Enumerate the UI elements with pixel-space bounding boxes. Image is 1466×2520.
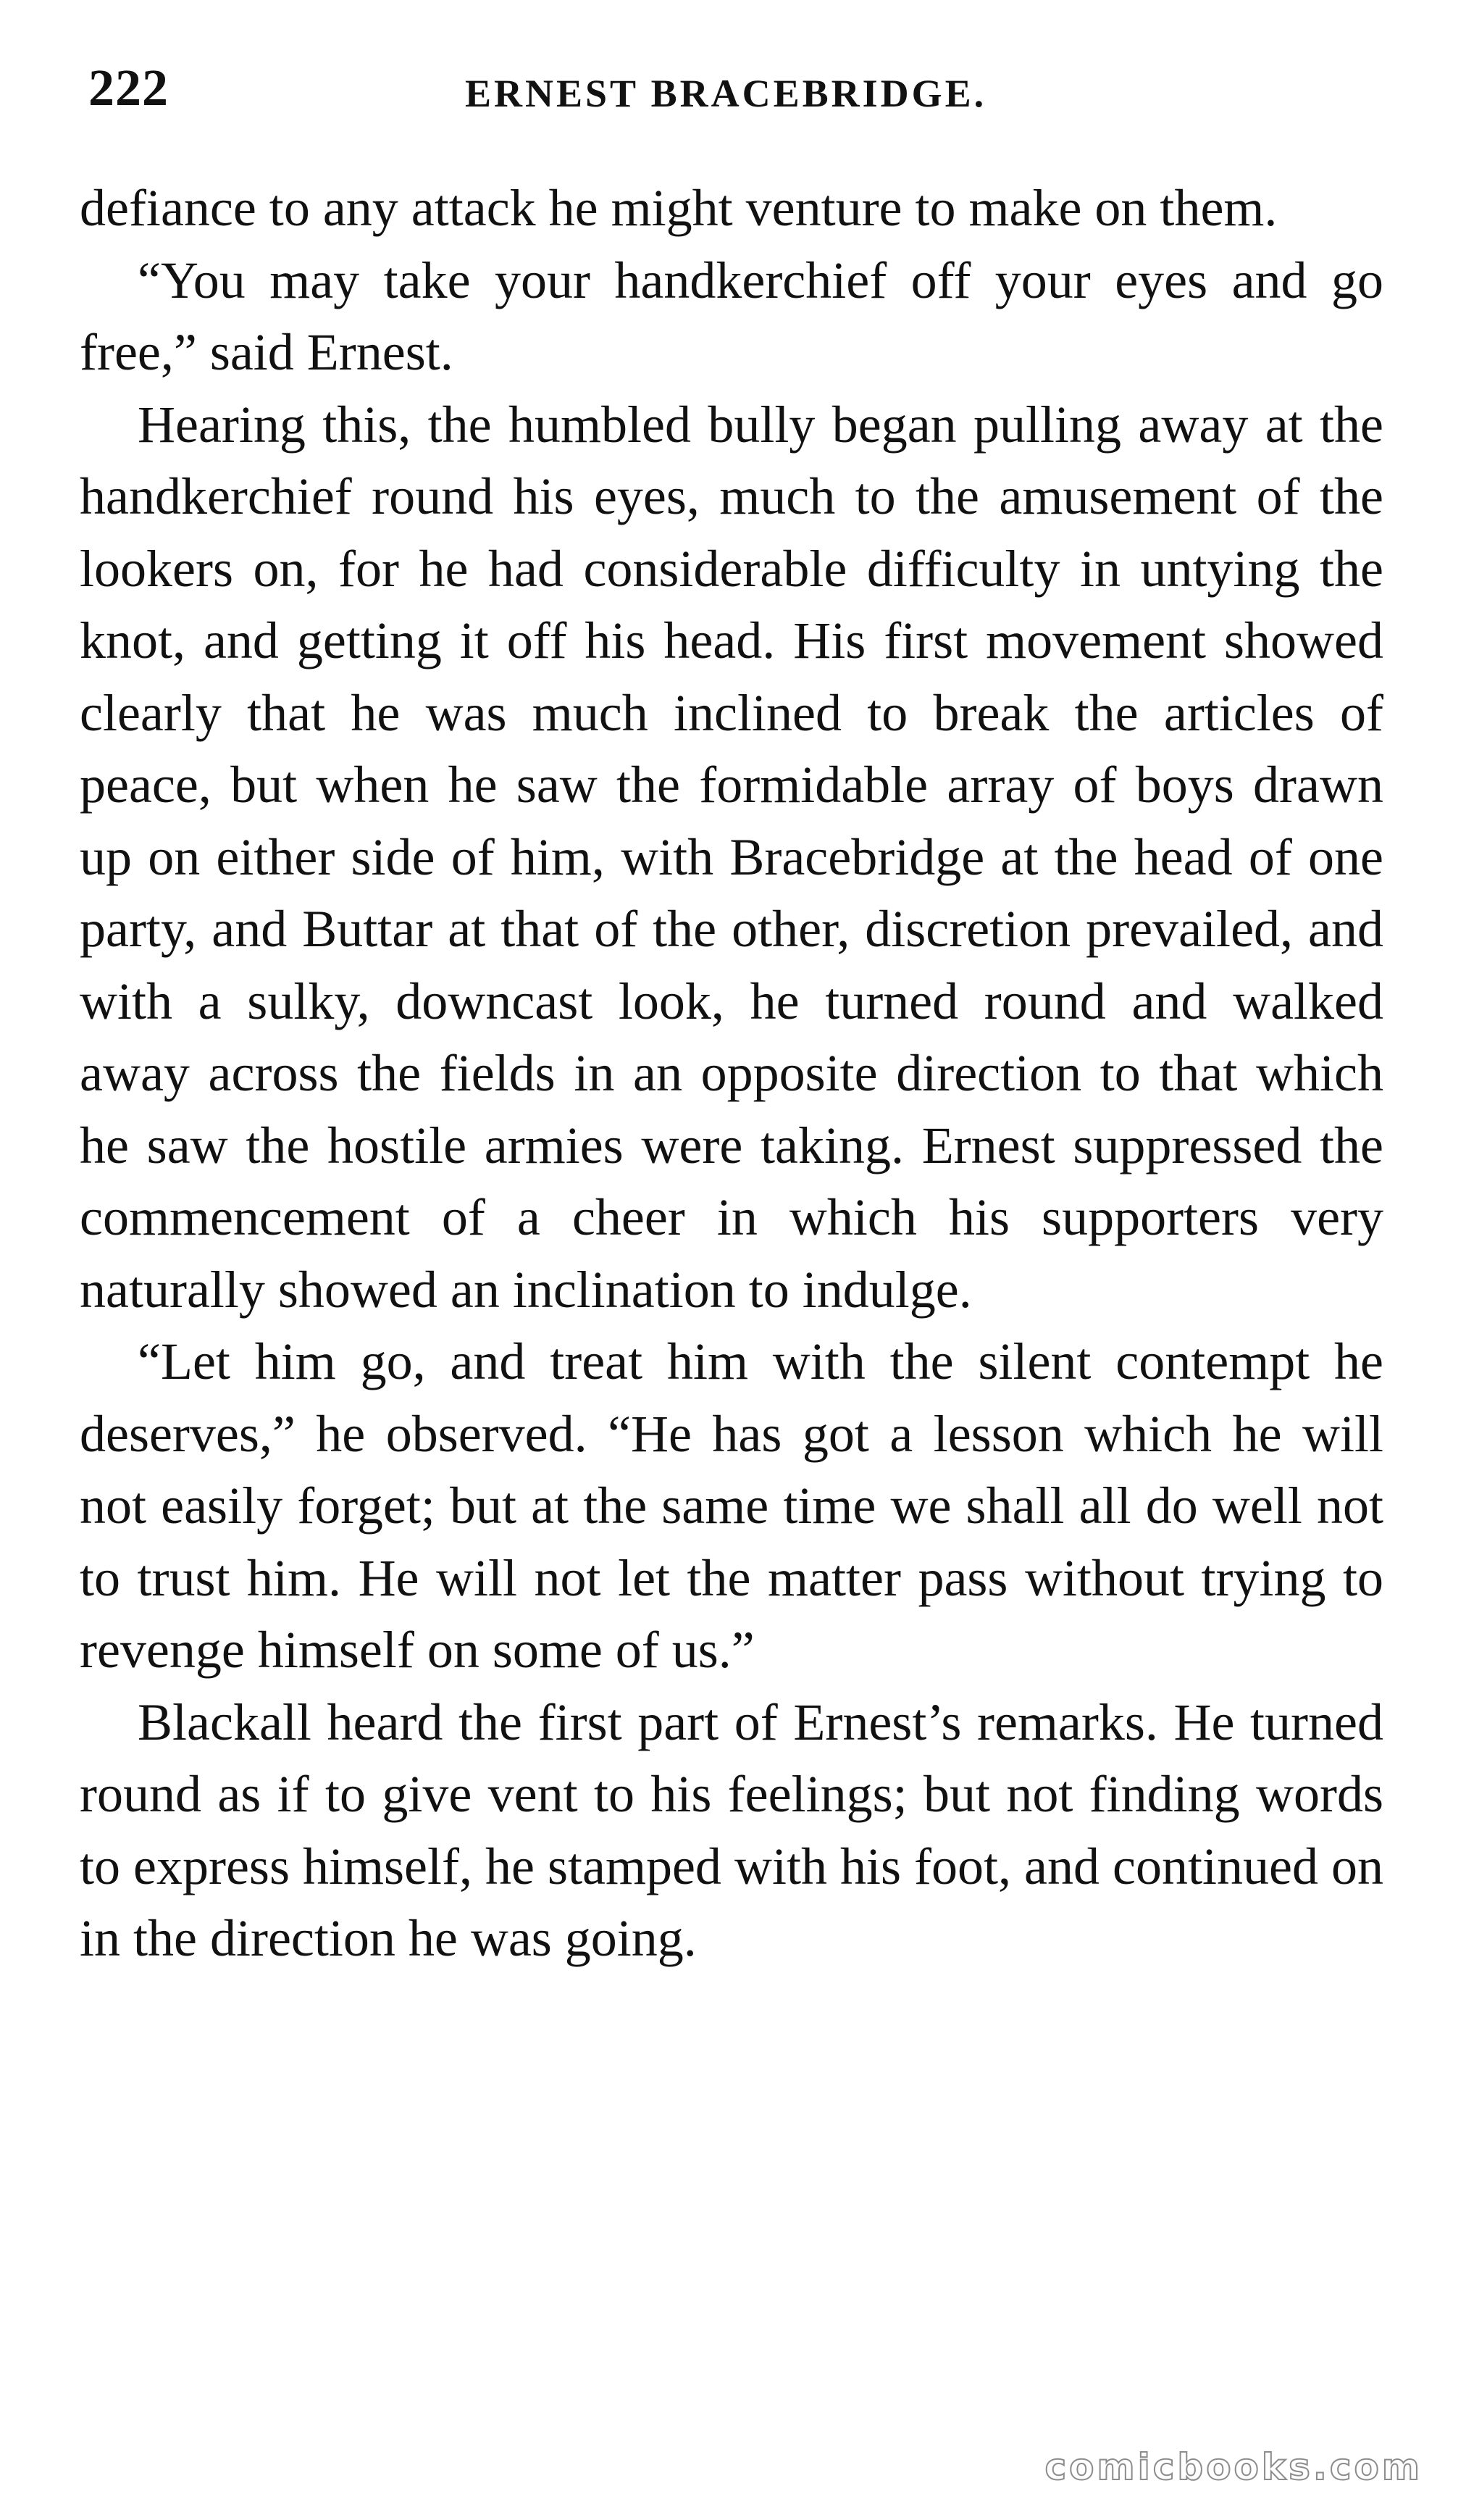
paragraph: Blackall heard the first part of Ernest’s remarks. He turned round as if to give vent to his feelings; but not finding words to express himself, he stamped with his foot, and continued on in the direction he was going. [80,1693,1383,1967]
watermark: comicbooks.com [1044,2446,1423,2488]
running-title: ERNEST BRACEBRIDGE. [465,72,987,115]
paragraph: “Let him go, and treat him with the silent contempt he deserves,” he observed. “He has got a lesson which he will not easily forget; but at the same time we shall all do well not to trust him. He will not let the matter pass without trying to revenge himself on some of us.” [80,1332,1383,1679]
page-header [88,58,1392,130]
page-number: 222 [88,59,169,117]
paragraph: Hearing this, the humbled bully began pulling away at the handkerchief round his eyes, much to the amusement of the lookers on, for he had considerable difficulty in untying the knot, and getting it off his head. His first movement showed clearly that he was much inclined to break the articles of peace, but when he saw the formidable array of boys drawn up on either side of him, with Bracebridge at the head of one party, and Buttar at that of the other, discretion prevailed, and with a sulky, downcast look, he turned round and walked away across the fields in an opposite direction to that which he saw the hostile armies were taking. Ernest suppressed the commencement of a cheer in which his supporters very naturally showed an inclination to indulge. [80,395,1383,1319]
paragraph: defiance to any attack he might venture to make on them. [80,179,1278,237]
body-text [80,172,1383,1975]
paragraph: “You may take your handkerchief off your eyes and go free,” said Ernest. [80,251,1383,381]
